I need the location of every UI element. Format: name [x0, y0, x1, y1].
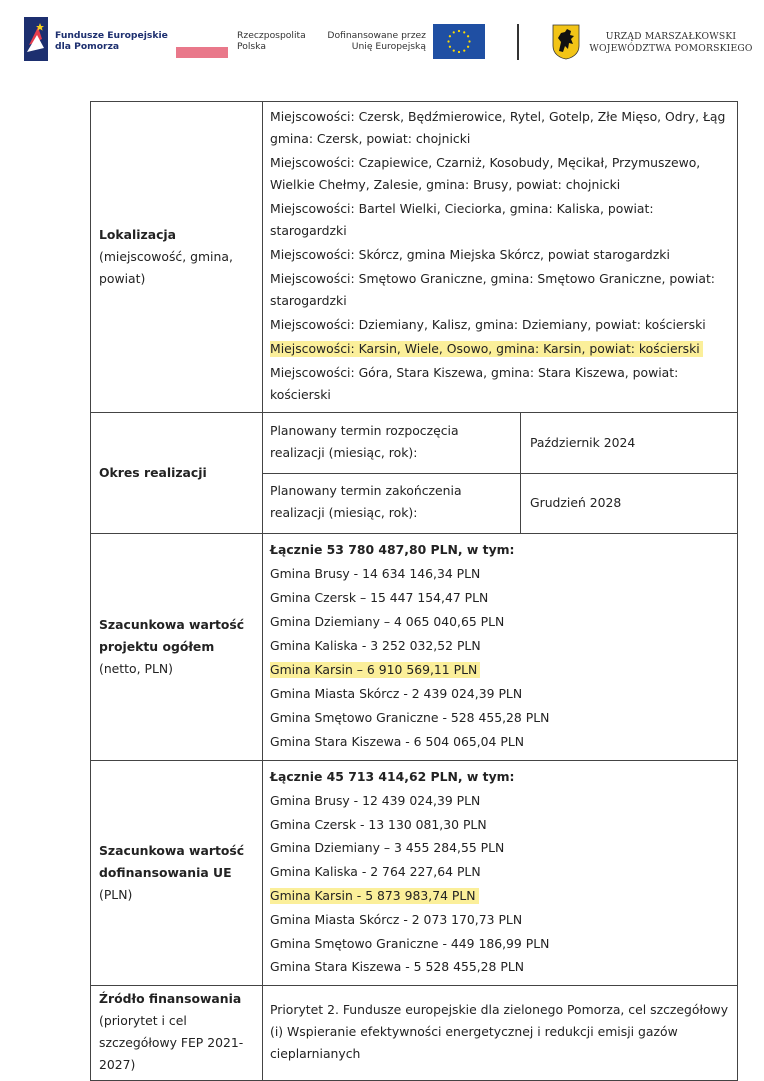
amount-item: Gmina Dziemiany – 3 455 284,55 PLN	[270, 840, 505, 856]
amount-item: Gmina Smętowo Graniczne - 528 455,28 PLN	[270, 710, 550, 725]
amount-item: Gmina Kaliska - 3 252 032,52 PLN	[270, 638, 481, 653]
logo-bar	[0, 0, 764, 72]
amount-item: Gmina Dziemiany – 4 065 040,65 PLN	[270, 614, 505, 629]
amount-item-highlighted: Gmina Karsin - 5 873 983,74 PLN	[270, 888, 479, 904]
row-okres-realizacji	[91, 413, 738, 534]
amount-item: Gmina Miasta Skórcz - 2 439 024,39 PLN	[270, 686, 523, 701]
eu-star-icon	[458, 30, 460, 32]
label-lokalizacja-note: (miejscowość, gmina, powiat)	[99, 249, 233, 286]
value-wartosc	[263, 534, 738, 761]
location-item: Miejscowości: Dziemiany, Kalisz, gmina: Dziemiany, powiat: kościerski	[270, 317, 706, 332]
amount-item: Gmina Stara Kiszewa - 6 504 065,04 PLN	[270, 734, 525, 749]
value-okres	[263, 413, 738, 534]
label-wartosc-note: (netto, PLN)	[99, 661, 173, 676]
location-item: Miejscowości: Czapiewice, Czarniż, Kosobudy, Męcikał, Przymuszewo, Wielkie Chełmy, Zalesie, gmina: Brusy, powiat: chojnicki	[270, 155, 701, 192]
label-zrodlo-note: (priorytet i cel szczegółowy FEP 2021-2027)	[99, 1013, 244, 1073]
row-wartosc-projektu	[91, 534, 738, 761]
eu-line2: Unię Europejską	[351, 41, 426, 52]
total-amount: Łącznie 45 713 414,62 PLN, w tym:	[270, 769, 515, 784]
location-item: Miejscowości: Skórcz, gmina Miejska Skórcz, powiat starogardzki	[270, 247, 670, 262]
um-line2: WOJEWÓDZTWA POMORSKIEGO	[589, 43, 753, 54]
eu-star-icon	[447, 40, 449, 42]
um-logo-text	[586, 31, 756, 55]
fundusze-europejskie-logo-icon	[24, 17, 48, 61]
eu-star-icon	[458, 51, 460, 53]
polish-flag-icon	[176, 41, 228, 58]
pl-line1: Rzeczpospolita	[237, 30, 306, 41]
end-date-value: Grudzień 2028	[521, 473, 738, 533]
fe-line2: dla Pomorza	[55, 41, 120, 52]
row-zrodlo-finansowania	[91, 986, 738, 1081]
eu-star-icon	[463, 49, 465, 51]
amount-item: Gmina Smętowo Graniczne - 449 186,99 PLN	[270, 935, 550, 951]
label-dofinansowanie-title: Szacunkowa wartość dofinansowania UE	[99, 843, 245, 881]
pomorskie-griffin-crest-icon	[552, 24, 580, 60]
eu-star-icon	[449, 46, 451, 48]
location-item: Miejscowości: Góra, Stara Kiszewa, gmina: Stara Kiszewa, powiat: kościerski	[270, 365, 679, 402]
eu-star-icon	[467, 35, 469, 37]
amount-item: Gmina Czersk - 13 130 081,30 PLN	[270, 816, 487, 832]
label-lokalizacja-title: Lokalizacja	[99, 227, 177, 242]
eu-star-icon	[468, 40, 470, 42]
eu-star-icon	[467, 46, 469, 48]
start-date-value: Październik 2024	[530, 434, 636, 450]
label-wartosc-title: Szacunkowa wartość projektu ogółem	[99, 617, 245, 654]
location-item: Miejscowości: Smętowo Graniczne, gmina: Smętowo Graniczne, powiat: starogardzki	[270, 271, 715, 308]
location-item: Miejscowości: Bartel Wielki, Cieciorka, gmina: Kaliska, powiat: starogardzki	[270, 201, 654, 238]
label-wartosc	[91, 534, 263, 761]
fe-line1: Fundusze Europejskie	[55, 30, 168, 41]
amount-item-highlighted: Gmina Karsin – 6 910 569,11 PLN	[270, 662, 480, 678]
value-dofinansowanie	[263, 761, 738, 986]
eu-star-icon	[463, 31, 465, 33]
eu-star-icon	[453, 31, 455, 33]
row-dofinansowanie	[91, 761, 738, 986]
eu-line1: Dofinansowane przez	[327, 30, 426, 41]
label-dofinansowanie-note: (PLN)	[99, 887, 133, 903]
project-info-table	[90, 101, 738, 1081]
location-item-highlighted: Miejscowości: Karsin, Wiele, Osowo, gmina: Karsin, powiat: kościerski	[270, 341, 703, 357]
label-okres	[91, 413, 263, 534]
amount-item: Gmina Kaliska - 2 764 227,64 PLN	[270, 864, 481, 880]
location-item: Miejscowości: Czersk, Będźmierowice, Rytel, Gotelp, Złe Mięso, Odry, Łąg gmina: Czersk, powiat: chojnicki	[270, 109, 726, 146]
row-lokalizacja	[91, 102, 738, 413]
pl-line2: Polska	[237, 41, 266, 52]
eu-star-icon	[449, 35, 451, 37]
value-lokalizacja	[263, 102, 738, 413]
amount-item: Gmina Miasta Skórcz - 2 073 170,73 PLN	[270, 911, 523, 927]
end-date-label: Planowany termin zakończenia realizacji (miesiąc, rok):	[263, 473, 521, 533]
eu-flag-icon	[433, 24, 485, 59]
um-line1: URZĄD MARSZAŁKOWSKI	[605, 31, 737, 42]
okres-subtable	[263, 413, 737, 533]
amount-item: Gmina Czersk – 15 447 154,47 PLN	[270, 590, 489, 605]
fe-logo-text	[55, 30, 168, 52]
value-zrodlo: Priorytet 2. Fundusze europejskie dla zielonego Pomorza, cel szczegółowy (i) Wspieranie efektywności energetycznej i redukcji emisji gazów cieplarnianych	[263, 986, 738, 1081]
start-date-label: Planowany termin rozpoczęcia realizacji (miesiąc, rok):	[263, 413, 521, 473]
label-dofinansowanie	[91, 761, 263, 986]
pl-logo-text	[237, 30, 306, 52]
label-okres-title: Okres realizacji	[99, 465, 207, 480]
eu-logo-text	[322, 30, 426, 52]
eu-star-icon	[453, 49, 455, 51]
label-zrodlo	[91, 986, 263, 1081]
label-zrodlo-title: Źródło finansowania	[99, 991, 242, 1007]
label-lokalizacja	[91, 102, 263, 413]
amount-item: Gmina Brusy - 14 634 146,34 PLN	[270, 566, 481, 581]
amount-item: Gmina Brusy - 12 439 024,39 PLN	[270, 792, 481, 808]
header-divider	[517, 24, 519, 60]
total-amount: Łącznie 53 780 487,80 PLN, w tym:	[270, 542, 515, 557]
amount-item: Gmina Stara Kiszewa - 5 528 455,28 PLN	[270, 959, 525, 975]
